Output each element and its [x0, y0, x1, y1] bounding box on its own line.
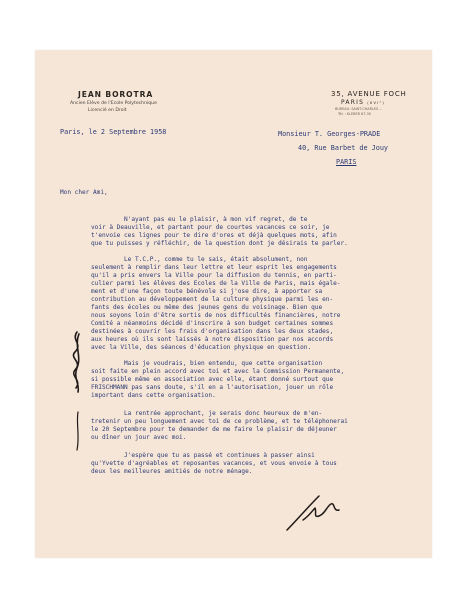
letter-line: qu'Yvette d'agréables et reposantes vacances, et vous envoie à tous: [91, 460, 337, 467]
letterhead-address: 35, AVENUE FOCH: [331, 90, 407, 98]
salutation: Mon cher Ami,: [60, 189, 108, 196]
letter-line: ou dîner un jour avec moi.: [91, 434, 187, 441]
letter-line: que tu puisses y réfléchir, de la question dont je désirais te parler.: [91, 240, 348, 247]
letter-line: tretenir un peu longuement avec toi de ce problème, et te téléphonerai: [91, 418, 348, 425]
letter-line: destinées à couvrir les frais d'organisation dans les deux stades,: [91, 328, 334, 335]
letter-line: culier parmi les élèves des Ecoles de la Ville de Paris, mais égale-: [91, 280, 341, 287]
letter-line: soit faite en plein accord avec toi et avec la Commission Permanente,: [91, 368, 345, 375]
letterhead-city: [341, 99, 385, 106]
letter-date: Paris, le 2 Septembre 1958: [60, 128, 167, 136]
letter-sheet: [35, 50, 432, 558]
recipient-name: Monsieur T. Georges-PRADE: [278, 130, 381, 138]
letter-line: N'ayant pas eu le plaisir, à mon vif regret, de te: [91, 216, 308, 223]
letterhead-title-2: Licencié en Droit: [88, 108, 127, 113]
margin-scribble-mark: [67, 328, 87, 398]
letterhead-phone-2: Tél. : KLEBER 67-35: [338, 112, 371, 116]
letterhead-phone-1: BUREAU: SAINT-CHARLES ...: [335, 107, 383, 111]
letter-line: ment et d'une façon toute bénévole si j'ose dire, à apporter sa: [91, 288, 323, 295]
letter-line: nous soyons loin d'être sortis de nos difficultés financières, notre: [91, 312, 341, 319]
letter-line: Mais je voudrais, bien entendu, que cette organisation: [91, 360, 323, 367]
letter-line: t'envoie ces lignes pour te dire d'ores et déjà quelques mots, afin: [91, 232, 337, 239]
letter-line: important dans cette organisation.: [91, 392, 216, 399]
letter-line: le 20 Septembre pour te demander de me faire le plaisir de déjeuner: [91, 426, 337, 433]
letter-line: J'espère que tu as passé et continues à passer ainsi: [91, 452, 315, 459]
letter-line: fants des écoles ou même des jeunes gens du voisinage. Bien que: [91, 304, 323, 311]
margin-scribble-line: [72, 410, 84, 452]
letter-line: aux heures où ils sont laissés à notre disposition par nos accords: [91, 336, 334, 343]
letter-line: deux les meilleures amitiés de notre ménage.: [91, 468, 253, 475]
letter-line: La rentrée approchant, je serais donc heureux de m'en-: [91, 410, 323, 417]
letter-line: avec la Ville, des séances d'éducation physique en question.: [91, 344, 312, 351]
letter-line: voir à Deauville, et partant pour de courtes vacances ce soir, je: [91, 224, 330, 231]
recipient-city: PARIS: [336, 158, 357, 166]
letter-line: Le T.C.P., comme tu le sais, était absolument, non: [91, 256, 308, 263]
letterhead-city-name: PARIS: [341, 99, 365, 106]
letter-line: FRISCHMANN pas sans doute, s'il en a l'autorisation, jouer un rôle: [91, 384, 334, 391]
signature-image: [283, 490, 353, 535]
letterhead-city-suffix: (XVI°): [367, 101, 385, 105]
letter-line: si possible même en association avec elle, étant donné surtout que: [91, 376, 334, 383]
letter-line: contribution au développement de la culture physique parmi les en-: [91, 296, 334, 303]
letter-line: Comité a néanmoins décidé d'inscrire à son budget certaines sommes: [91, 320, 334, 327]
letterhead-title-1: Ancien Elève de l'Ecole Polytechnique: [70, 101, 157, 106]
letter-line: seulement à remplir dans leur lettre et leur esprit les engagements: [91, 264, 337, 271]
letter-line: qu'il a pris envers la Ville pour la diffusion du tennis, en parti-: [91, 272, 337, 279]
letter-paragraph-5: [91, 452, 337, 492]
recipient-street: 40, Rue Barbet de Jouy: [298, 144, 389, 152]
letterhead-name: JEAN BOROTRA: [78, 90, 154, 99]
